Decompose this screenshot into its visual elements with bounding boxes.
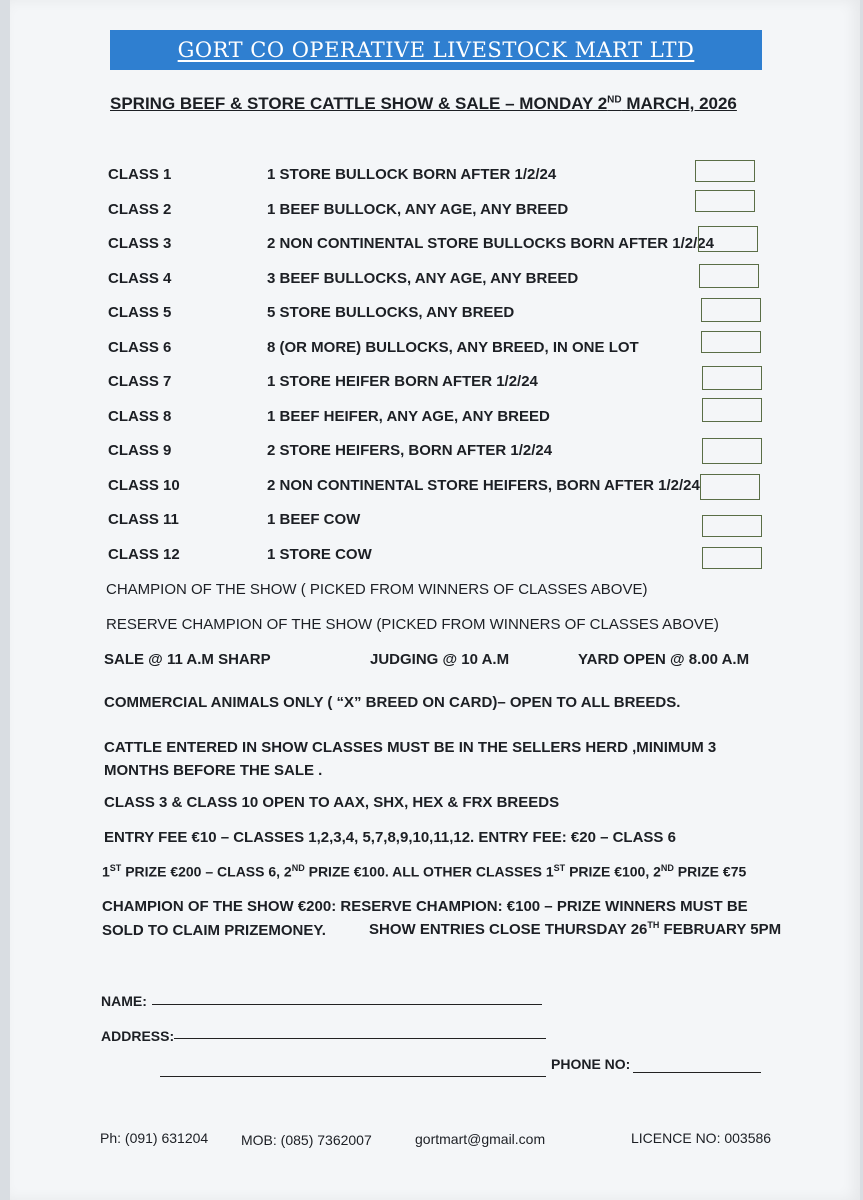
class-4-entry-box[interactable] — [699, 264, 759, 288]
class-8-entry-box[interactable] — [702, 398, 762, 422]
class-description: 8 (OR MORE) BULLOCKS, ANY BREED, IN ONE LOT — [267, 339, 639, 356]
address-label: ADDRESS: — [101, 1028, 175, 1044]
class-description: 1 STORE HEIFER BORN AFTER 1/2/24 — [267, 373, 538, 390]
entry-fee-line: ENTRY FEE €10 – CLASSES 1,2,3,4, 5,7,8,9,10,11,12. ENTRY FEE: €20 – CLASS 6 — [104, 829, 676, 846]
herd-rule-line-1: CATTLE ENTERED IN SHOW CLASSES MUST BE IN THE SELLERS HERD ,MINIMUM 3 — [104, 739, 717, 756]
class-name: CLASS 12 — [108, 546, 180, 563]
class-description: 1 BEEF COW — [267, 511, 361, 528]
phone-label: PHONE NO: — [551, 1056, 631, 1072]
class-name: CLASS 4 — [108, 270, 172, 287]
class-12-entry-box[interactable] — [702, 547, 762, 569]
class-name: CLASS 8 — [108, 408, 172, 425]
class-7-entry-box[interactable] — [702, 366, 762, 390]
class-name: CLASS 11 — [108, 511, 179, 528]
breeds-rule: CLASS 3 & CLASS 10 OPEN TO AAX, SHX, HEX & FRX BREEDS — [104, 794, 560, 811]
class-name: CLASS 9 — [108, 442, 172, 459]
entries-close-line: SHOW ENTRIES CLOSE THURSDAY 26TH FEBRUARY 5PM — [369, 920, 782, 938]
class-1-entry-box[interactable] — [695, 160, 755, 182]
champion-prize-line-1: CHAMPION OF THE SHOW €200: RESERVE CHAMPION: €100 – PRIZE WINNERS MUST BE — [102, 898, 748, 915]
class-name: CLASS 10 — [108, 477, 180, 494]
judging-time: JUDGING @ 10 A.M — [370, 651, 510, 668]
class-description: 1 STORE COW — [267, 546, 372, 563]
herd-rule-line-2: MONTHS BEFORE THE SALE . — [104, 762, 323, 779]
class-description: 1 BEEF HEIFER, ANY AGE, ANY BREED — [267, 408, 550, 425]
name-field[interactable] — [152, 990, 542, 1005]
footer-phone: Ph: (091) 631204 — [100, 1130, 209, 1146]
sale-time: SALE @ 11 A.M SHARP — [104, 651, 271, 668]
phone-field[interactable] — [633, 1058, 761, 1073]
class-description: 2 STORE HEIFERS, BORN AFTER 1/2/24 — [267, 442, 553, 459]
class-5-entry-box[interactable] — [701, 298, 761, 322]
class-name: CLASS 5 — [108, 304, 172, 321]
footer-licence: LICENCE NO: 003586 — [631, 1130, 772, 1146]
class-name: CLASS 2 — [108, 201, 172, 218]
address-field-line-2[interactable] — [160, 1062, 546, 1077]
prize-line: 1ST PRIZE €200 – CLASS 6, 2ND PRIZE €100. ALL OTHER CLASSES 1ST PRIZE €100, 2ND PRIZE €75 — [102, 863, 747, 880]
class-11-entry-box[interactable] — [702, 515, 762, 537]
name-label: NAME: — [101, 993, 147, 1009]
class-name: CLASS 3 — [108, 235, 172, 252]
class-name: CLASS 6 — [108, 339, 172, 356]
class-description: 5 STORE BULLOCKS, ANY BREED — [267, 304, 515, 321]
class-name: CLASS 7 — [108, 373, 172, 390]
address-field[interactable] — [174, 1024, 546, 1039]
event-subtitle: SPRING BEEF & STORE CATTLE SHOW & SALE – MONDAY 2ND MARCH, 2026 — [110, 94, 737, 113]
class-3-entry-box[interactable] — [698, 226, 758, 252]
class-description: 2 NON CONTINENTAL STORE BULLOCKS BORN AFTER 1/2/24 — [267, 235, 714, 252]
title-banner — [110, 30, 762, 70]
champion-prize-line-2a: SOLD TO CLAIM PRIZEMONEY. — [102, 922, 326, 939]
class-2-entry-box[interactable] — [695, 190, 755, 212]
reserve-champion-line: RESERVE CHAMPION OF THE SHOW (PICKED FROM WINNERS OF CLASSES ABOVE) — [106, 616, 719, 633]
class-description: 3 BEEF BULLOCKS, ANY AGE, ANY BREED — [267, 270, 579, 287]
class-6-entry-box[interactable] — [701, 331, 761, 353]
yard-open-time: YARD OPEN @ 8.00 A.M — [578, 651, 750, 668]
champion-line: CHAMPION OF THE SHOW ( PICKED FROM WINNERS OF CLASSES ABOVE) — [106, 581, 648, 598]
class-9-entry-box[interactable] — [702, 438, 762, 464]
mart-title: GORT CO OPERATIVE LIVESTOCK MART LTD — [177, 38, 695, 62]
class-description: 1 BEEF BULLOCK, ANY AGE, ANY BREED — [267, 201, 569, 218]
class-name: CLASS 1 — [108, 166, 172, 183]
class-description: 1 STORE BULLOCK BORN AFTER 1/2/24 — [267, 166, 557, 183]
class-description: 2 NON CONTINENTAL STORE HEIFERS, BORN AFTER 1/2/24 — [267, 477, 700, 494]
class-10-entry-box[interactable] — [700, 474, 760, 500]
footer-email: gortmart@gmail.com — [415, 1131, 546, 1147]
commercial-rule: COMMERCIAL ANIMALS ONLY ( “X” BREED ON CARD)– OPEN TO ALL BREEDS. — [104, 694, 681, 711]
footer-mobile: MOB: (085) 7362007 — [241, 1132, 372, 1148]
